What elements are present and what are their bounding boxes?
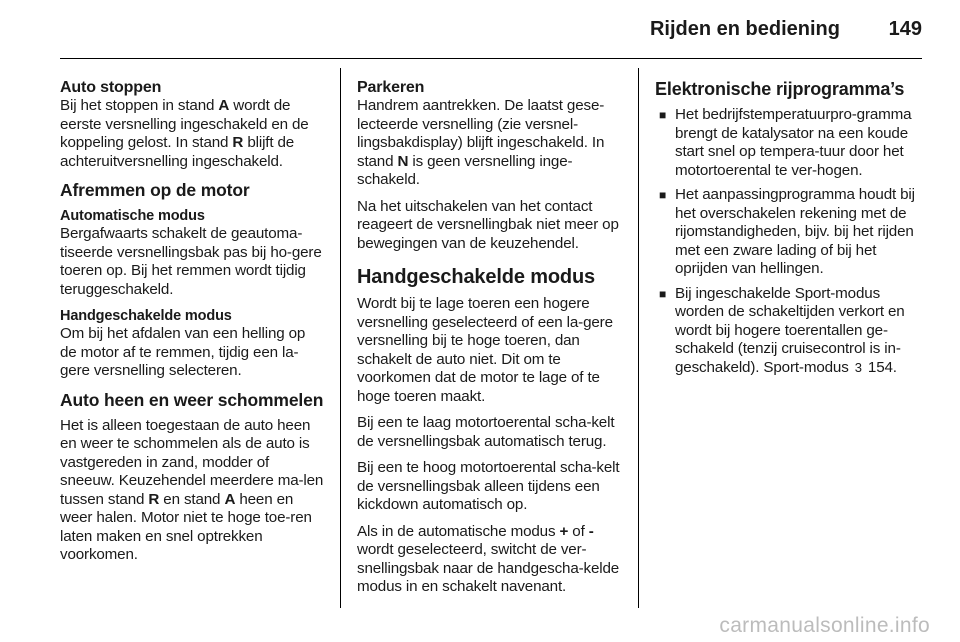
- minus-label: -: [588, 522, 594, 540]
- paragraph-parkeren-1: [357, 97, 621, 190]
- text-run: is geen versnelling inge-schakeld.: [357, 152, 573, 188]
- paragraph-auto-stoppen: [60, 97, 324, 171]
- list-item-text: Het bedrijfstemperatuurpro-gramma brengt de katalysator na een koude start snel op tempera-tuur door het motortoerental te ver-hogen.: [675, 106, 912, 179]
- subheading-automatische-modus: Automatische modus: [60, 208, 205, 224]
- list-item: [655, 285, 925, 378]
- gear-label: A: [224, 490, 236, 508]
- text-run: en stand: [159, 490, 225, 508]
- header-divider: [60, 58, 922, 59]
- bullet-icon: ■: [659, 188, 667, 202]
- column-middle: [357, 78, 621, 605]
- plus-label: +: [559, 522, 569, 540]
- page-reference-icon: 3: [854, 359, 862, 375]
- list-item-text: Het aanpassingprogramma houdt bij het overschakelen rekening met de rijomstandigheden, bijv. bij het rijden met een zware lading of bij het oprijden van hellingen.: [675, 186, 915, 277]
- paragraph-handgeschakelde-modus: Om bij het afdalen van een helling op de motor af te remmen, tijdig een la-gere versnelling selecteren.: [60, 325, 306, 379]
- header-title: Rijden en bediening: [649, 18, 840, 40]
- page-number: 149: [888, 18, 922, 40]
- column-divider-2: [638, 68, 639, 608]
- watermark: carmanualsonline.info: [719, 614, 930, 637]
- heading-rijprogrammas: Elektronische rijprogramma’s: [655, 79, 905, 99]
- list-item-text: Bij ingeschakelde Sport-modus worden de schakeltijden verkort en wordt bij hogere toerentallen ge-schakeld (tenzij cruisecontrol is in-geschakeld). Sport-modus: [675, 284, 905, 376]
- subheading-handgeschakelde-modus: Handgeschakelde modus: [60, 308, 232, 324]
- paragraph-handgeschakeld-2: Bij een te laag motortoerental scha-kelt de versnellingsbak automatisch terug.: [357, 414, 615, 450]
- paragraph-automatische-modus: Bergafwaarts schakelt de geautoma-tiseerde versnellingsbak pas bij ho-gere toeren op. Bij het remmen wordt tijdig teruggeschakeld.: [60, 225, 322, 298]
- text-run: heen en weer halen. Motor niet te hoge toe-ren laten maken en snel optrekken voorkomen.: [60, 490, 312, 563]
- bullet-icon: ■: [659, 108, 667, 122]
- text-run: Handrem aantrekken. De laatst gese-lecteerde versnelling (zie versnel-lingsbakdisplay) blijft ingeschakeld. In stand: [357, 97, 605, 170]
- page-reference-link[interactable]: 154.: [863, 358, 897, 376]
- gear-label: R: [232, 134, 244, 151]
- text-run: wordt geselecteerd, switcht de ver-snellingsbak naar de handgescha-kelde modus in en schakelt navenant.: [357, 541, 620, 595]
- text-run: wordt de eerste versnelling ingeschakeld en de koppeling gelost. In stand: [60, 97, 309, 151]
- paragraph-handgeschakeld-4: [357, 523, 621, 597]
- column-left: [60, 78, 324, 573]
- text-run: of: [568, 522, 589, 540]
- column-right: [655, 78, 925, 383]
- bullet-list: [655, 106, 925, 377]
- paragraph-handgeschakeld-3: Bij een te hoog motortoerental scha-kelt de versnellingsbak alleen tijdens een kickdown automatisch op.: [357, 459, 620, 513]
- paragraph-parkeren-2: Na het uitschakelen van het contact reageert de versnellingbak niet meer op bewegingen van de keuzehendel.: [357, 197, 619, 252]
- list-item: [655, 186, 925, 279]
- gear-label: A: [218, 97, 230, 114]
- gear-label: N: [397, 152, 409, 170]
- heading-schommelen: Auto heen en weer schommelen: [60, 389, 324, 410]
- text-run: Als in de automatische modus: [357, 522, 560, 540]
- heading-auto-stoppen: Auto stoppen: [60, 79, 162, 96]
- paragraph-handgeschakeld-1: Wordt bij te lage toeren een hogere versnelling geselecteerd of een la-gere versnelling bij te hoge toeren, dan schakelt de auto niet. Dit om te voorkomen dat de motor te lage of te hoge toeren maakt.: [357, 295, 613, 405]
- list-item: [655, 106, 925, 180]
- column-divider-1: [340, 68, 341, 608]
- heading-handgeschakelde-modus: Handgeschakelde modus: [357, 266, 596, 288]
- text-run: blijft de achteruitversnelling ingeschakeld.: [60, 134, 295, 170]
- gear-label: R: [148, 490, 160, 508]
- bullet-icon: ■: [659, 286, 667, 301]
- text-run: Bij het stoppen in stand: [60, 97, 219, 114]
- heading-afremmen: Afremmen op de motor: [60, 180, 250, 200]
- text-run: Het is alleen toegestaan de auto heen en weer te schommelen als de auto is vastgereden in zand, modder of sneeuw. Keuzehendel meerdere ma-len tussen stand: [60, 416, 324, 508]
- paragraph-schommelen: [60, 417, 324, 565]
- heading-parkeren: Parkeren: [357, 79, 425, 96]
